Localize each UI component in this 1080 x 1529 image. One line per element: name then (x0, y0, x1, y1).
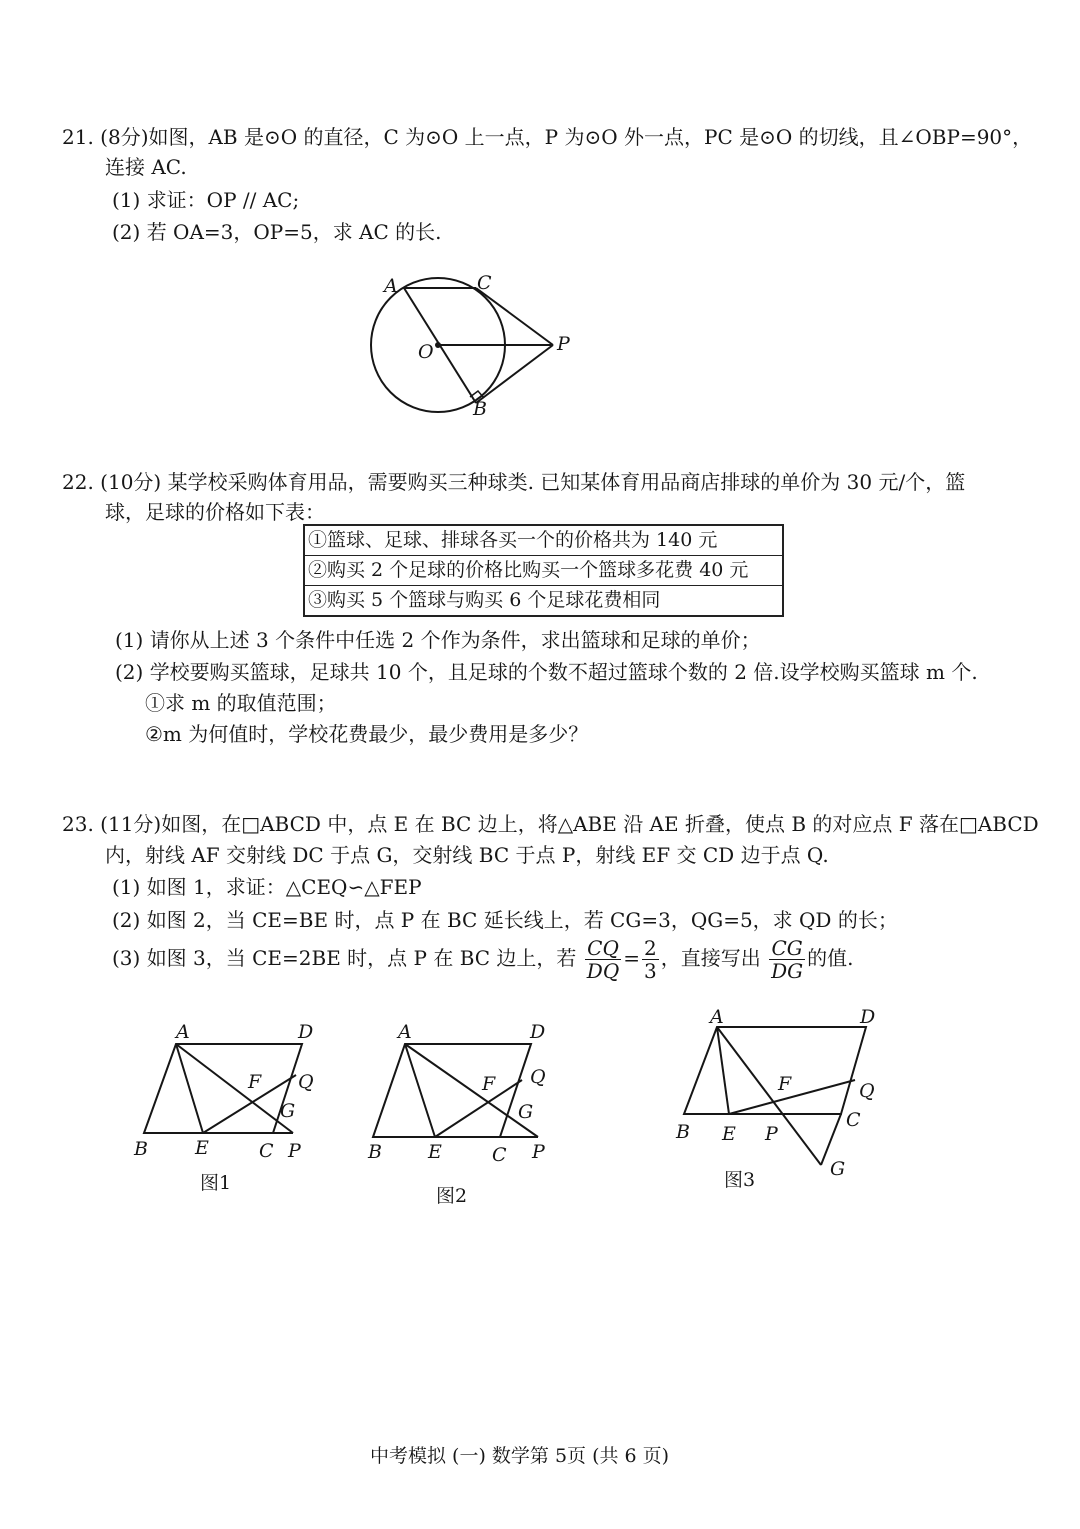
q22-sub2: ②m 为何值时，学校花费最少，最少费用是多少？ (145, 722, 589, 746)
q23-part3-text-c: 的值. (807, 946, 854, 970)
q22-part1: (1) 请你从上述 3 个条件中任选 2 个作为条件，求出篮球和足球的单价； (115, 628, 761, 652)
fig3-label-Q: Q (859, 1080, 875, 1102)
fraction-cq-dq: $\frac{CQ}{DQ}$ (586, 936, 620, 983)
q23-line1: 23. (11分)如图，在□ABCD 中，点 E 在 BC 边上，将△ABE 沿 AE 折叠，使点 B 的对应点 F 落在□ABCD (62, 812, 1039, 836)
label-P: P (557, 333, 570, 355)
fig1-label-D: D (298, 1021, 314, 1043)
fig3-label-P: P (765, 1123, 778, 1145)
fig2-label-E: E (428, 1141, 442, 1163)
fig2-label-C: C (492, 1144, 507, 1166)
fig2-label-Q: Q (530, 1066, 546, 1088)
fraction-cg-dg: $\frac{CG}{DG}$ (771, 936, 804, 983)
fig3-label-G: G (830, 1158, 846, 1180)
q23-part2: (2) 如图 2，当 CE=BE 时，点 P 在 BC 延长线上，若 CG=3，QG=5，求 QD 的长； (112, 908, 898, 932)
label-A: A (384, 275, 398, 297)
fig2-label-B: B (368, 1141, 382, 1163)
fig1-label-B: B (134, 1138, 148, 1160)
q21-line1: 21. (8分)如图，AB 是⊙O 的直径，C 为⊙O 上一点，P 为⊙O 外一点，PC 是⊙O 的切线，且∠OBP=90°， (62, 125, 1033, 149)
fig3-label-F: F (778, 1073, 792, 1095)
q22-line1: 22. (10分) 某学校采购体育用品，需要购买三种球类. 已知某体育用品商店排球的单价为 30 元/个，篮 (62, 470, 966, 494)
caption-fig2: 图2 (436, 1185, 468, 1207)
q21-line2: 连接 AC. (105, 155, 187, 179)
equals-sign: = (623, 946, 640, 970)
table-row: ①篮球、足球、排球各买一个的价格共为 140 元 (305, 526, 782, 556)
fig3-label-D: D (860, 1006, 876, 1028)
fig1-label-C: C (259, 1140, 274, 1162)
q23-part1: (1) 如图 1，求证：△CEQ∽△FEP (112, 875, 422, 899)
fraction-2-3: $\frac{2}{3}$ (644, 936, 657, 983)
q22-part2: (2) 学校要购买篮球，足球共 10 个，且足球的个数不超过篮球个数的 2 倍.设学校购买篮球 m 个. (115, 660, 978, 684)
fig1-label-Q: Q (298, 1071, 314, 1093)
q22-line2: 球，足球的价格如下表： (105, 500, 325, 524)
fig2-label-D: D (530, 1021, 546, 1043)
q22-sub1: ①求 m 的取值范围； (145, 691, 337, 715)
fig3-label-E: E (722, 1123, 736, 1145)
label-O: O (418, 341, 434, 363)
fig1-label-E: E (195, 1137, 209, 1159)
label-B: B (473, 398, 487, 420)
fig2-label-A: A (398, 1021, 412, 1043)
label-C: C (477, 272, 492, 294)
fig2-label-F: F (482, 1073, 496, 1095)
fig2-label-P: P (532, 1141, 545, 1163)
fig1-label-F: F (248, 1071, 262, 1093)
fig1-label-A: A (176, 1021, 190, 1043)
fig2-label-G: G (518, 1101, 534, 1123)
fig3-label-C: C (846, 1109, 861, 1131)
q23-part3-text-a: (3) 如图 3，当 CE=2BE 时，点 P 在 BC 边上，若 (112, 946, 577, 970)
table-row: ②购买 2 个足球的价格比购买一个篮球多花费 40 元 (305, 556, 782, 586)
q23-line2: 内，射线 AF 交射线 DC 于点 G，交射线 BC 于点 P，射线 EF 交 CD 边于点 Q. (105, 843, 829, 867)
caption-fig3: 图3 (724, 1169, 756, 1191)
fig3-label-B: B (676, 1121, 690, 1143)
fig1-label-P: P (288, 1140, 301, 1162)
caption-fig1: 图1 (200, 1172, 232, 1194)
q21-part2: (2) 若 OA=3，OP=5，求 AC 的长. (112, 220, 442, 244)
fig3-label-A: A (710, 1006, 724, 1028)
page-footer: 中考模拟 (一) 数学第 5页 (共 6 页) (370, 1445, 670, 1467)
table-row: ③购买 5 个篮球与购买 6 个足球花费相同 (308, 589, 661, 611)
q23-part3-text-b: ，直接写出 (660, 946, 761, 970)
q21-part1: (1) 求证：OP // AC; (112, 188, 300, 212)
fig1-label-G: G (280, 1100, 296, 1122)
